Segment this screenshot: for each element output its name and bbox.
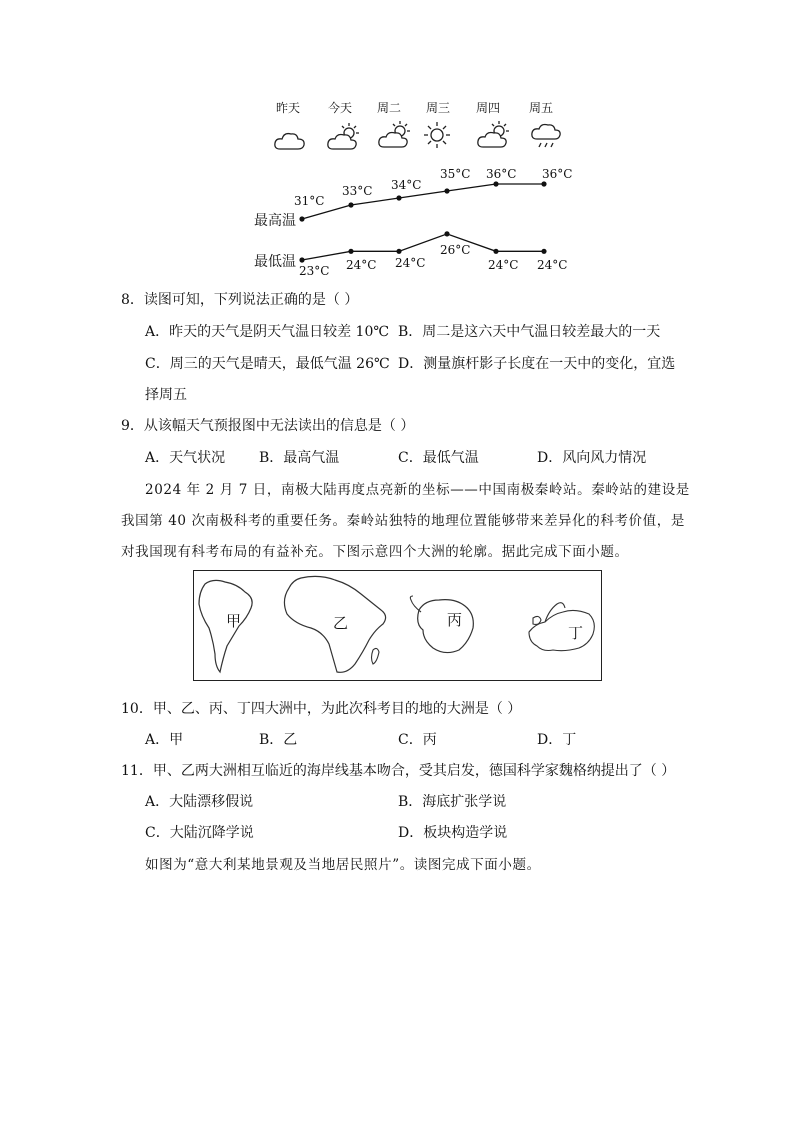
data-point-high-3 bbox=[444, 188, 449, 193]
option-c: C．丙 bbox=[398, 732, 437, 748]
passage-line: 我国第 40 次南极科考的重要任务。秦岭站独特的地理位置能够带来差异化的科考价值，是 bbox=[121, 513, 685, 529]
continent-label-yi: 乙 bbox=[333, 614, 349, 632]
option-c: C．周三的天气是晴天，最低气温 26℃ bbox=[145, 356, 390, 372]
option-d: D．板块构造学说 bbox=[398, 825, 508, 841]
partly-cloudy-icon bbox=[478, 121, 509, 147]
day-label-fri: 周五 bbox=[529, 101, 554, 115]
passage-line: 2024 年 2 月 7 日，南极大陆再度点亮新的坐标——中国南极秦岭站。秦岭站的建设是 bbox=[145, 482, 690, 498]
partly-cloudy-icon bbox=[328, 123, 359, 149]
next-section-intro: 如图为“意大利某地景观及当地居民照片”。读图完成下面小题。 bbox=[145, 857, 541, 873]
data-point-low-4 bbox=[493, 249, 498, 254]
option-d-continuation: 择周五 bbox=[145, 387, 187, 403]
option-a: A．昨天的天气是阴天气温日较差 10℃ bbox=[145, 324, 390, 340]
question-stem: 10．甲、乙、丙、丁四大洲中，为此次科考目的地的大洲是（ ） bbox=[121, 701, 522, 717]
day-label-tue: 周二 bbox=[377, 101, 402, 115]
data-point-high-1 bbox=[348, 202, 353, 207]
high-temp-label: 35°C bbox=[440, 167, 471, 181]
continent-label-jia: 甲 bbox=[226, 612, 242, 630]
continent-label-ding: 丁 bbox=[568, 624, 584, 642]
day-label-today: 今天 bbox=[328, 101, 353, 115]
high-temp-label: 31°C bbox=[294, 194, 325, 208]
data-point-low-3 bbox=[444, 231, 449, 236]
question-stem: 11．甲、乙两大洲相互临近的海岸线基本吻合，受其启发，德国科学家魏格纳提出了（ ） bbox=[121, 763, 676, 779]
option-d: D．测量旗杆影子长度在一天中的变化，宜选 bbox=[398, 356, 676, 372]
weather-icons-row bbox=[270, 118, 570, 158]
cloudy-rain-icon bbox=[532, 125, 560, 148]
low-temp-label: 24°C bbox=[346, 258, 377, 272]
cloudy-icon bbox=[275, 134, 304, 149]
option-c: C．大陆沉降学说 bbox=[145, 825, 254, 841]
option-a: A．大陆漂移假说 bbox=[145, 794, 254, 810]
high-temp-label: 36°C bbox=[486, 167, 517, 181]
data-point-low-2 bbox=[396, 249, 401, 254]
option-b: B．乙 bbox=[259, 732, 298, 748]
low-temp-label: 24°C bbox=[488, 258, 519, 272]
option-b: B．最高气温 bbox=[259, 450, 340, 466]
low-temp-label: 26°C bbox=[440, 243, 471, 257]
low-temp-label: 24°C bbox=[537, 258, 568, 272]
data-point-high-2 bbox=[396, 195, 401, 200]
high-temp-label: 33°C bbox=[342, 184, 373, 198]
data-point-low-0 bbox=[299, 257, 304, 262]
data-point-low-5 bbox=[541, 249, 546, 254]
question-stem: 8．读图可知，下列说法正确的是（ ） bbox=[121, 292, 359, 308]
option-b: B．周二是这六天中气温日较差最大的一天 bbox=[398, 324, 661, 340]
option-a: A．天气状况 bbox=[145, 450, 226, 466]
data-point-high-5 bbox=[541, 181, 546, 186]
question-stem: 9．从该幅天气预报图中无法读出的信息是（ ） bbox=[121, 418, 415, 434]
data-point-high-4 bbox=[493, 181, 498, 186]
low-temp-label: 23°C bbox=[299, 264, 330, 278]
partly-cloudy-icon bbox=[379, 121, 410, 147]
option-a: A．甲 bbox=[145, 732, 184, 748]
option-c: C．最低气温 bbox=[398, 450, 479, 466]
data-point-high-0 bbox=[299, 216, 304, 221]
high-temp-label: 34°C bbox=[391, 178, 422, 192]
day-label-yesterday: 昨天 bbox=[276, 101, 301, 115]
continent-label-bing: 丙 bbox=[447, 611, 463, 629]
high-temp-label: 36°C bbox=[542, 167, 573, 181]
sunny-icon bbox=[424, 122, 450, 148]
data-point-low-1 bbox=[348, 249, 353, 254]
low-temp-label: 24°C bbox=[395, 256, 426, 270]
option-d: D．风向风力情况 bbox=[537, 450, 647, 466]
day-label-thu: 周四 bbox=[476, 101, 501, 115]
day-label-wed: 周三 bbox=[426, 101, 451, 115]
row-label-high: 最高温 bbox=[254, 213, 296, 229]
passage-line: 对我国现有科考布局的有益补充。下图示意四个大洲的轮廓。据此完成下面小题。 bbox=[121, 544, 629, 560]
row-label-low: 最低温 bbox=[254, 254, 296, 270]
series-line-high bbox=[302, 184, 544, 219]
option-b: B．海底扩张学说 bbox=[398, 794, 507, 810]
option-d: D．丁 bbox=[537, 732, 577, 748]
continents-figure bbox=[193, 570, 603, 682]
